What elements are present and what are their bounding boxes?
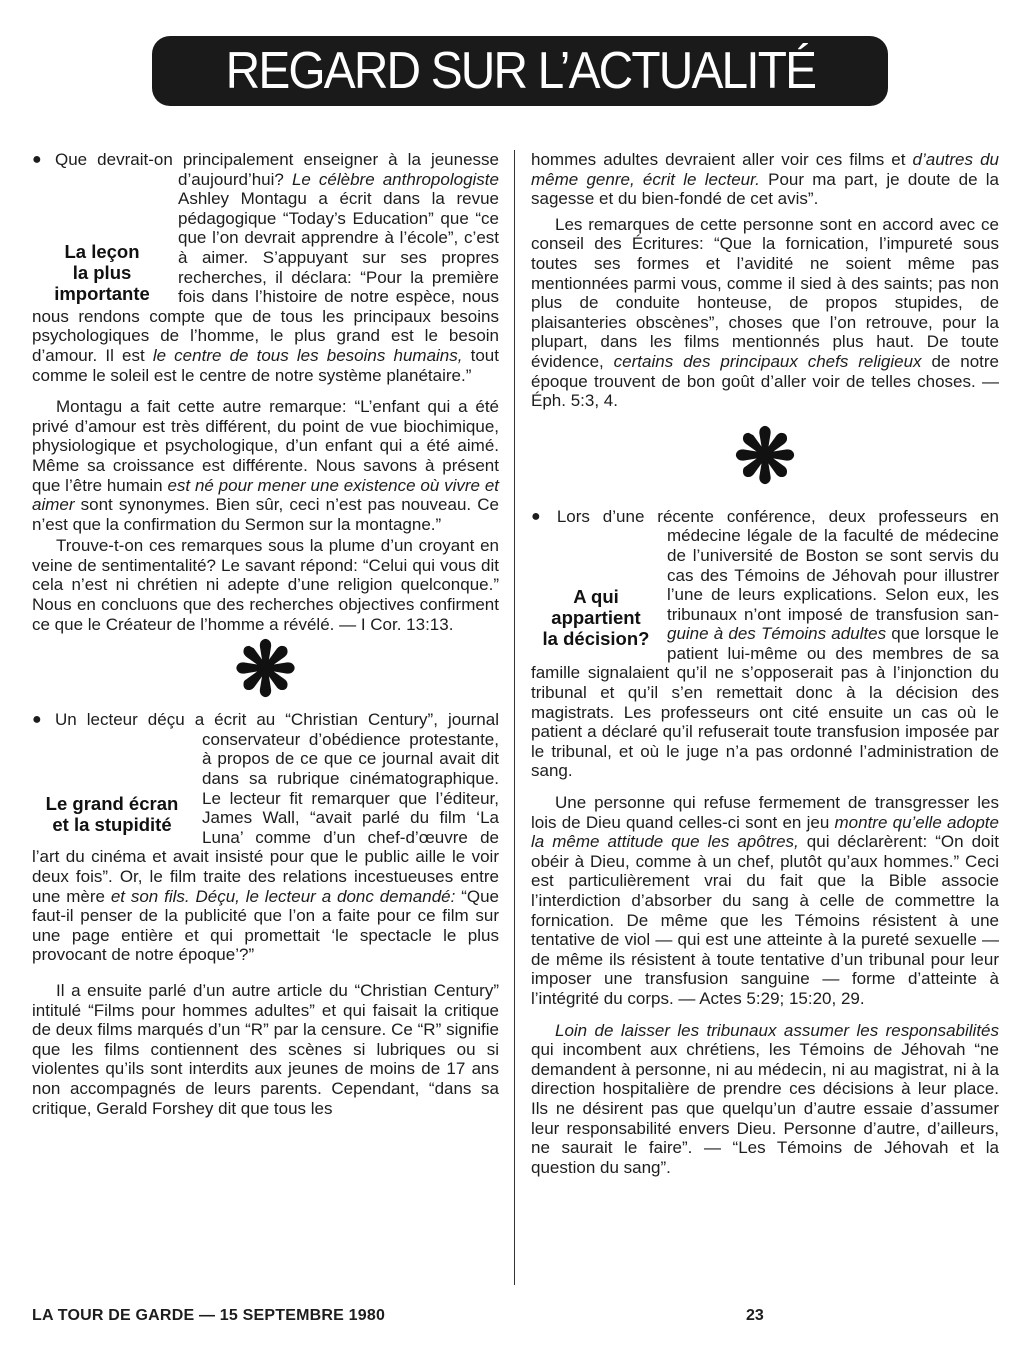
- paragraph: Trouve-t-on ces remarques sous la plume d’un croyant en veine de sentimentalité? Le savant répond: “Celui qui vous dit cela n’est ni chrétien ni adepte d’une religion quelconque.” Nous en concluons que des recherches objectives confirment ce que le Créateur de l’homme a révélé. — I Cor. 13:13.: [32, 536, 499, 634]
- paragraph: hommes adultes devraient aller voir ces films et d’autres du même genre, écrit le lecteur. Pour ma part, je doute de la sagesse et du bien-fondé de cet avis”.: [531, 150, 999, 209]
- left-column: [32, 150, 499, 1118]
- paragraph: ● Un lecteur déçu a écrit au “Christian Century”, journal conservateur d’obédience protestante, à propos de ce que ce journal avait dit dans sa rubrique cinématographique. Le lecteur fit remarquer que l’éditeur, James Wall, “avait parlé du film ‘La Luna’ comme d’un chef-d’œuvre de l’art du cinéma et avait insisté pour que le public aille le voir deux fois”. Or, le film traite des relations incestueuses entre une mère et son fils. Déçu, le lecteur a donc demandé: “Que faut-il penser de la publicité que l’on a faite pour ce film sur une page entière et qui promettait ‘le spectacle le plus provocant de notre époque’?”: [32, 710, 499, 965]
- column-divider: [514, 150, 515, 1285]
- bullet-icon: ●: [32, 151, 47, 168]
- paragraph: ● Que devrait-on principalement enseigner à la jeunesse d’aujourd’hui? Le célèbre anthropologiste Ashley Montagu a écrit dans la revue pédagogique “Today’s Education” que “ce que l’on devrait apprendre à l’école”, c’est à aimer. S’appuyant sur ses propres recherches, il déclara: “Pour la première fois dans l’histoire de notre espèce, nous nous rendons compte que de tous les principaux besoins psychologiques de l’homme, le plus grand est le besoin d’amour. Il est le centre de tous les besoins humains, tout comme le soleil est le centre de notre système planétaire.”: [32, 150, 499, 385]
- paragraph: Il a ensuite parlé d’un autre article du “Christian Century” intitulé “Films pour hommes adultes” et qui faisait la critique de deux films marqués d’un “R” par la censure. Ce “R” signifie que les films contiennent des scènes si lubriques ou si violentes qu’ils sont interdits aux jeunes de moins de 17 ans non accompagnés de leurs parents. Cependant, “dans sa critique, Gerald Forshey dit que tous les: [32, 980, 499, 1118]
- bullet-icon: ●: [531, 507, 549, 525]
- footer-publication: LA TOUR DE GARDE — 15 SEPTEMBRE 1980: [32, 1307, 386, 1324]
- article-lecon: [32, 150, 499, 634]
- article-grand-ecran: [32, 710, 499, 1118]
- paragraph: Une personne qui refuse fermement de transgresser les lois de Dieu quand celles-ci sont en jeu montre qu’elle adopte la même attitude que les apôtres, qui déclarèrent: “On doit obéir à Dieu, comme à un chef, plutôt qu’aux hommes.” Ceci est particulièrement vrai du fait que la Bible associe l’interdiction d’absorber du sang à celle de commettre la fornication. De même que les Témoins résistent à une tentative de viol — qui est une atteinte à la pureté sexuelle — de même ils résistent à toute tentative d’un tribunal pour leur imposer une transfusion sanguine — forme d’atteinte à l’intégrité du corps. — Actes 5:29; 15:20, 29.: [531, 793, 999, 1008]
- sidehead-decision: A qui appartient la décision?: [542, 585, 650, 649]
- bullet-icon: ●: [32, 711, 47, 729]
- article-decision: [531, 507, 999, 1178]
- paragraph: Montagu a fait cette autre remarque: “L’enfant qui a été privé d’amour est très différent, du point de vue biochimique, physiologique et psychologique, d’un enfant qui a été aimé. Même sa croissance est différente. Nous savons à présent que l’être humain est né pour mener une existence où vivre et aimer sont synonymes. Bien sûr, ceci n’est pas nouveau. Ce n’est que la confirmation du Sermon sur la montagne.”: [32, 397, 499, 534]
- section-banner: [152, 36, 888, 106]
- sidehead-grand-ecran: Le grand écran et la stupidité: [45, 793, 179, 836]
- separator-asterisk: ❋: [733, 414, 796, 498]
- paragraph: Loin de laisser les tribunaux assumer les responsabilités qui incombent aux chrétiens, les Témoins de Jéhovah “ne demandent à personne, ni au médecin, ni au magistrat, ni à la direction hospitalière de prendre ces décisions à leur place. Ils ne désirent pas que quelqu’un d’autre essaie d’assumer leur responsabilité envers Dieu. Personne d’autre, d’ailleurs, ne saurait le faire”. — “Les Témoins de Jéhovah et la question du sang”.: [531, 1020, 999, 1177]
- paragraph: ● Lors d’une récente conférence, deux professeurs en médecine légale de la faculté de médecine de l’université de Boston se sont servis du cas des Témoins de Jéhovah pour illustrer l’une de leurs explications. Selon eux, les tribunaux n’ont imposé de transfusion san- guine à des Témoins adultes que lorsque le patient lui-même ou des membres de sa famille signalaient qu’il ne s’opposerait pas à l’injonction du tribunal et qu’il s’en remettait donc à la décision des magistrats. Les professeurs ont cité ensuite un cas où le patient a déclaré qu’il refuserait toute transfusion imposée par le tribunal, et où le juge n’a pas ordonné l’administration de sang.: [531, 506, 999, 781]
- section-title: REGARD SUR L’ACTUALITÉ: [225, 42, 815, 100]
- page-number: 23: [746, 1307, 764, 1324]
- right-column: [531, 150, 999, 1177]
- sidehead-lecon: La leçon la plus importante: [54, 241, 150, 304]
- separator-asterisk: ❋: [234, 628, 297, 712]
- paragraph: Les remarques de cette personne sont en accord avec ce conseil des Écritures: “Que la fornication, l’impureté sous toutes ses formes et l’avidité ne soient même pas mentionnées parmi vous, comme il sied à des saints; pas non plus de conduite honteuse, de propos stupides, de plaisanteries obscènes”, choses que l’on retrouve, pour la plupart, dans les films mentionnés plus haut. De toute évidence, certains des principaux chefs religieux de notre époque trouvent de bon goût d’aller voir de telles choses. — Éph. 5:3, 4.: [531, 214, 999, 411]
